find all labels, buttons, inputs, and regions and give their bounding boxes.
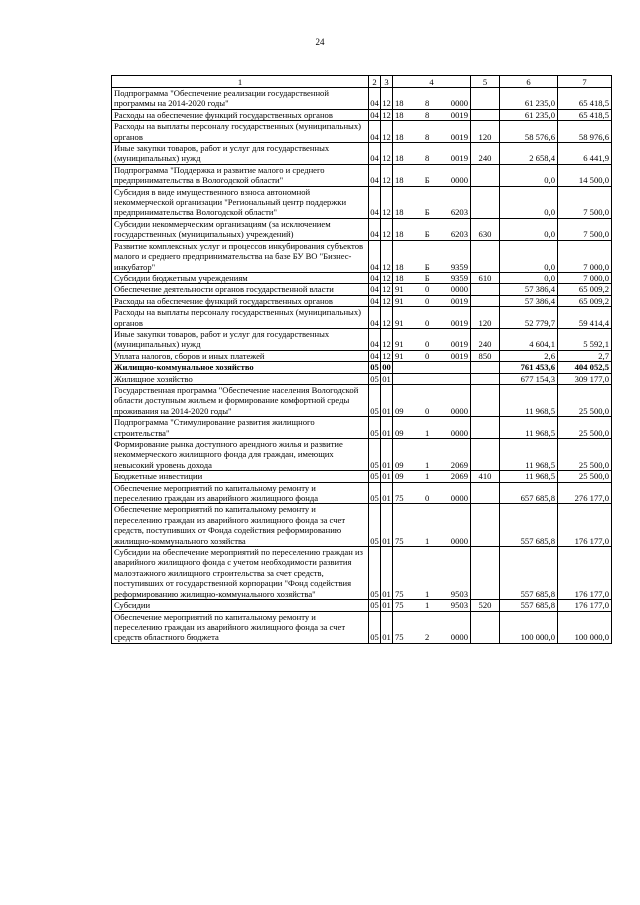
row-name: Расходы на обеспечение функций государственных органов [112, 109, 369, 120]
row-target-code [393, 88, 471, 110]
row-amount-col6: 557 685,8 [500, 547, 558, 600]
header-cell-2: 2 [369, 76, 381, 88]
row-name: Расходы на выплаты персоналу государственных (муниципальных) органов [112, 121, 369, 143]
row-target-code-direction: 9503 [450, 600, 468, 611]
row-target-code-direction: 0019 [450, 131, 468, 142]
header-cell-6: 6 [500, 76, 558, 88]
row-target-code [393, 121, 471, 143]
table-row [112, 328, 612, 350]
row-amount-col7: 25 500,0 [558, 471, 612, 482]
row-target-code [393, 109, 471, 120]
row-expense-type: 240 [471, 143, 500, 165]
table-row [112, 547, 612, 600]
row-amount-col6: 0,0 [500, 186, 558, 218]
row-expense-type: 850 [471, 350, 500, 361]
row-subsection: 12 [382, 272, 391, 283]
row-name: Жилищно-коммунальное хозяйство [112, 362, 369, 373]
row-expense-type [471, 284, 500, 295]
row-section: 04 [370, 109, 379, 120]
row-amount-col7: 7 500,0 [558, 218, 612, 240]
row-amount-col7: 176 177,0 [558, 600, 612, 611]
table-row [112, 362, 612, 373]
table-row [112, 284, 612, 295]
row-target-code-subprogram: 8 [425, 109, 430, 120]
row-target-code-program: 75 [395, 493, 404, 504]
row-amount-col7: 7 500,0 [558, 186, 612, 218]
table-row [112, 611, 612, 643]
table-row [112, 88, 612, 110]
row-target-code [393, 362, 471, 373]
row-subsection: 12 [381, 121, 393, 143]
row-amount-col7: 309 177,0 [558, 373, 612, 384]
row-target-code-program: 18 [395, 229, 404, 240]
header-cell-4: 4 [393, 76, 471, 88]
row-subsection: 00 [382, 362, 391, 373]
row-section: 05 [370, 362, 379, 373]
row-section: 04 [369, 240, 381, 272]
row-target-code [393, 164, 471, 186]
table-row [112, 218, 612, 240]
row-subsection: 12 [381, 164, 393, 186]
row-target-code-subprogram: 8 [425, 131, 430, 142]
row-name: Подпрограмма "Поддержка и развитие малого и среднего предпринимательства в Вологодской области" [112, 164, 369, 186]
row-amount-col6: 557 685,8 [500, 504, 558, 547]
row-expense-type: 610 [471, 272, 500, 283]
table-row [112, 471, 612, 482]
row-target-code [393, 547, 471, 600]
row-target-code-subprogram: 0 [425, 405, 430, 416]
row-expense-type: 120 [471, 121, 500, 143]
row-amount-col6: 57 386,4 [500, 295, 558, 306]
row-target-code-subprogram: 0 [425, 284, 430, 295]
row-section: 04 [369, 307, 381, 329]
row-section: 04 [370, 272, 379, 283]
row-target-code [393, 439, 471, 471]
row-amount-col7: 65 418,5 [558, 88, 612, 110]
row-target-code-program: 18 [395, 109, 404, 120]
row-expense-type [471, 240, 500, 272]
row-target-code-program: 18 [395, 153, 404, 164]
table-row [112, 600, 612, 611]
row-target-code-program: 18 [395, 131, 404, 142]
row-subsection: 12 [381, 186, 393, 218]
row-expense-type [471, 373, 500, 384]
row-amount-col6: 557 685,8 [500, 600, 558, 611]
table-row [112, 143, 612, 165]
row-name: Иные закупки товаров, работ и услуг для государственных (муниципальных) нужд [112, 328, 369, 350]
row-name: Субсидия в виде имущественного взноса автономной некоммерческой организации "Региональный центр поддержки предпринимательства Вологодской области" [112, 186, 369, 218]
row-target-code-program: 75 [395, 600, 404, 611]
row-subsection: 12 [382, 284, 391, 295]
row-section: 05 [369, 384, 381, 416]
row-expense-type [471, 186, 500, 218]
row-subsection: 12 [381, 328, 393, 350]
row-expense-type [471, 295, 500, 306]
row-expense-type: 120 [471, 307, 500, 329]
row-subsection: 01 [381, 547, 393, 600]
row-subsection: 01 [381, 504, 393, 547]
row-target-code [393, 384, 471, 416]
row-target-code [393, 186, 471, 218]
row-name: Развитие комплексных услуг и процессов инкубирования субъектов малого и среднего предпринимательства на базе БУ ВО "Бизнес-инкубатор" [112, 240, 369, 272]
row-expense-type: 410 [471, 471, 500, 482]
row-expense-type [471, 88, 500, 110]
page-number: 24 [315, 37, 325, 47]
table-body [112, 88, 612, 644]
row-target-code-subprogram: 1 [425, 535, 430, 546]
row-target-code-direction: 0000 [450, 535, 468, 546]
row-target-code [393, 218, 471, 240]
row-target-code-direction: 6203 [450, 207, 468, 218]
row-target-code-direction: 9359 [450, 261, 468, 272]
row-amount-col6: 0,0 [500, 272, 558, 283]
row-target-code-subprogram: 1 [425, 600, 430, 611]
row-section: 04 [370, 350, 379, 361]
row-target-code [393, 350, 471, 361]
row-target-code-program: 75 [395, 632, 404, 643]
row-amount-col7: 25 500,0 [558, 439, 612, 471]
row-amount-col6: 61 235,0 [500, 109, 558, 120]
row-target-code [393, 611, 471, 643]
table-row [112, 164, 612, 186]
row-target-code-subprogram: 2 [425, 632, 430, 643]
row-subsection: 12 [381, 143, 393, 165]
row-amount-col7: 404 052,5 [558, 362, 612, 373]
row-target-code-subprogram: 0 [425, 295, 430, 306]
row-target-code-direction: 0000 [450, 98, 468, 109]
row-target-code-subprogram: Б [424, 272, 430, 283]
row-target-code-direction: 0000 [450, 405, 468, 416]
row-name: Жилищное хозяйство [112, 373, 369, 384]
row-target-code-subprogram: Б [424, 229, 430, 240]
row-name: Иные закупки товаров, работ и услуг для государственных (муниципальных) нужд [112, 143, 369, 165]
row-section: 04 [369, 218, 381, 240]
row-subsection: 12 [381, 88, 393, 110]
row-target-code [393, 417, 471, 439]
row-amount-col7: 25 500,0 [558, 417, 612, 439]
row-target-code-direction: 0000 [450, 175, 468, 186]
row-target-code-program: 09 [395, 459, 404, 470]
row-amount-col6: 677 154,3 [500, 373, 558, 384]
row-target-code-program: 18 [395, 261, 404, 272]
row-subsection: 12 [382, 350, 391, 361]
row-amount-col7: 5 592,1 [558, 328, 612, 350]
row-expense-type [471, 439, 500, 471]
row-target-code-subprogram: 8 [425, 153, 430, 164]
row-expense-type: 240 [471, 328, 500, 350]
row-expense-type [471, 417, 500, 439]
row-amount-col6: 4 604,1 [500, 328, 558, 350]
row-amount-col7: 65 418,5 [558, 109, 612, 120]
row-section: 04 [369, 164, 381, 186]
row-amount-col6: 11 968,5 [500, 471, 558, 482]
row-amount-col6: 0,0 [500, 240, 558, 272]
row-expense-type: 630 [471, 218, 500, 240]
row-target-code-direction: 0019 [450, 350, 468, 361]
row-target-code-program: 91 [395, 284, 404, 295]
row-section: 05 [369, 504, 381, 547]
table-row [112, 417, 612, 439]
row-amount-col6: 657 685,8 [500, 482, 558, 504]
row-section: 05 [370, 600, 379, 611]
table-row [112, 482, 612, 504]
row-target-code-program: 09 [395, 471, 404, 482]
row-amount-col6: 11 968,5 [500, 439, 558, 471]
table-header-row [112, 76, 612, 88]
row-target-code-program: 18 [395, 207, 404, 218]
row-target-code [393, 373, 471, 384]
row-section: 05 [370, 471, 379, 482]
table-row [112, 350, 612, 361]
row-target-code-program: 09 [395, 405, 404, 416]
row-expense-type [471, 547, 500, 600]
row-target-code-direction: 0019 [450, 295, 468, 306]
row-target-code [393, 504, 471, 547]
row-amount-col6: 0,0 [500, 218, 558, 240]
table-row [112, 504, 612, 547]
table-row [112, 240, 612, 272]
row-name: Бюджетные инвестиции [112, 471, 369, 482]
row-amount-col7: 7 000,0 [558, 272, 612, 283]
row-name: Формирование рынка доступного арендного жилья и развитие некоммерческого жилищного фонда для граждан, имеющих невысокий уровень дохода [112, 439, 369, 471]
table-row [112, 307, 612, 329]
row-expense-type: 520 [471, 600, 500, 611]
row-target-code-direction: 0000 [450, 632, 468, 643]
row-target-code-program: 18 [395, 175, 404, 186]
row-amount-col7: 58 976,6 [558, 121, 612, 143]
table-row [112, 373, 612, 384]
row-name: Субсидии [112, 600, 369, 611]
row-name: Обеспечение мероприятий по капитальному ремонту и переселению граждан из аварийного жилищного фонда [112, 482, 369, 504]
table-row [112, 384, 612, 416]
row-expense-type [471, 611, 500, 643]
row-target-code-direction: 0019 [450, 153, 468, 164]
row-expense-type [471, 362, 500, 373]
row-amount-col6: 61 235,0 [500, 88, 558, 110]
header-cell-7: 7 [558, 76, 612, 88]
row-name: Подпрограмма "Стимулирование развития жилищного строительства" [112, 417, 369, 439]
row-target-code-direction: 6203 [450, 229, 468, 240]
row-target-code-subprogram: 1 [425, 588, 430, 599]
row-target-code-program: 75 [395, 535, 404, 546]
row-target-code-direction: 0019 [450, 109, 468, 120]
row-amount-col7: 65 009,2 [558, 284, 612, 295]
row-subsection: 12 [381, 240, 393, 272]
row-amount-col6: 100 000,0 [500, 611, 558, 643]
header-cell-1: 1 [112, 76, 369, 88]
row-subsection: 12 [381, 307, 393, 329]
row-target-code [393, 240, 471, 272]
row-amount-col7: 65 009,2 [558, 295, 612, 306]
row-section: 04 [369, 121, 381, 143]
row-target-code-program: 91 [395, 339, 404, 350]
row-target-code-direction: 0000 [450, 427, 468, 438]
row-subsection: 01 [381, 417, 393, 439]
row-target-code [393, 328, 471, 350]
row-amount-col6: 761 453,6 [500, 362, 558, 373]
row-expense-type [471, 482, 500, 504]
row-name: Субсидии на обеспечение мероприятий по переселению граждан из аварийного жилищного фонда с учетом необходимости развития малоэтажного жилищного строительства за счет средств, поступивших от государственной корпорации "Фонд содействия реформированию жилищно-коммунального хозяйства" [112, 547, 369, 600]
row-section: 04 [370, 295, 379, 306]
row-expense-type [471, 504, 500, 547]
row-target-code-direction: 0019 [450, 317, 468, 328]
row-section: 05 [369, 611, 381, 643]
row-name: Обеспечение деятельности органов государственной власти [112, 284, 369, 295]
row-name: Уплата налогов, сборов и иных платежей [112, 350, 369, 361]
row-amount-col7: 14 500,0 [558, 164, 612, 186]
row-section: 05 [369, 417, 381, 439]
row-section: 05 [369, 439, 381, 471]
row-target-code [393, 600, 471, 611]
header-cell-3: 3 [381, 76, 393, 88]
row-subsection: 01 [381, 611, 393, 643]
row-name: Субсидии бюджетным учреждениям [112, 272, 369, 283]
row-target-code-program: 18 [395, 98, 404, 109]
row-section: 04 [369, 88, 381, 110]
row-target-code [393, 272, 471, 283]
row-target-code-subprogram: 1 [425, 427, 430, 438]
row-target-code [393, 482, 471, 504]
row-target-code-subprogram: Б [424, 261, 430, 272]
row-amount-col6: 0,0 [500, 164, 558, 186]
row-target-code-subprogram: 1 [425, 459, 430, 470]
row-target-code [393, 307, 471, 329]
header-cell-5: 5 [471, 76, 500, 88]
row-target-code-subprogram: 0 [425, 350, 430, 361]
row-target-code-direction: 9503 [450, 588, 468, 599]
row-subsection: 01 [381, 482, 393, 504]
row-name: Обеспечение мероприятий по капитальному ремонту и переселению граждан из аварийного жилищного фонда за счет средств, поступивших от Фонда содействия реформированию жилищно-коммунального хозяйства [112, 504, 369, 547]
row-target-code-program: 75 [395, 588, 404, 599]
row-subsection: 12 [382, 109, 391, 120]
row-target-code-direction: 0000 [450, 284, 468, 295]
row-target-code-subprogram: Б [424, 175, 430, 186]
row-target-code-subprogram: 0 [425, 317, 430, 328]
row-target-code-subprogram: 0 [425, 339, 430, 350]
budget-table [111, 75, 612, 644]
row-name: Обеспечение мероприятий по капитальному ремонту и переселению граждан из аварийного жилищного фонда за счет средств областного бюджета [112, 611, 369, 643]
row-amount-col7: 6 441,9 [558, 143, 612, 165]
row-target-code [393, 471, 471, 482]
row-amount-col7: 7 000,0 [558, 240, 612, 272]
row-amount-col7: 276 177,0 [558, 482, 612, 504]
row-target-code-subprogram: 1 [425, 471, 430, 482]
row-section: 05 [369, 482, 381, 504]
row-section: 05 [370, 373, 379, 384]
row-target-code-direction: 0000 [450, 493, 468, 504]
row-target-code-direction: 2069 [450, 471, 468, 482]
row-subsection: 12 [382, 295, 391, 306]
row-amount-col7: 59 414,4 [558, 307, 612, 329]
row-name: Субсидии некоммерческим организациям (за исключением государственных (муниципальных) учреждений) [112, 218, 369, 240]
row-amount-col7: 100 000,0 [558, 611, 612, 643]
table-row [112, 186, 612, 218]
row-amount-col6: 11 968,5 [500, 417, 558, 439]
row-section: 04 [369, 328, 381, 350]
row-target-code [393, 143, 471, 165]
row-target-code-program: 91 [395, 350, 404, 361]
row-subsection: 01 [382, 471, 391, 482]
row-subsection: 01 [381, 384, 393, 416]
row-target-code-subprogram: 0 [425, 493, 430, 504]
row-target-code-program: 18 [395, 272, 404, 283]
row-target-code-subprogram: 8 [425, 98, 430, 109]
row-name: Государственная программа "Обеспечение населения Вологодской области доступным жильем и формирование комфортной среды проживания на 2014-2020 годы" [112, 384, 369, 416]
row-section: 04 [370, 284, 379, 295]
row-name: Подпрограмма "Обеспечение реализации государственной программы на 2014-2020 годы" [112, 88, 369, 110]
row-amount-col6: 58 576,6 [500, 121, 558, 143]
row-target-code-direction: 9359 [450, 272, 468, 283]
row-amount-col6: 2,6 [500, 350, 558, 361]
row-section: 04 [369, 186, 381, 218]
row-subsection: 01 [381, 439, 393, 471]
row-section: 05 [369, 547, 381, 600]
table-row [112, 439, 612, 471]
row-subsection: 12 [381, 218, 393, 240]
row-target-code [393, 295, 471, 306]
row-amount-col7: 2,7 [558, 350, 612, 361]
row-amount-col6: 57 386,4 [500, 284, 558, 295]
row-target-code-subprogram: Б [424, 207, 430, 218]
row-amount-col6: 52 779,7 [500, 307, 558, 329]
table-row [112, 109, 612, 120]
row-amount-col7: 176 177,0 [558, 504, 612, 547]
row-target-code [393, 284, 471, 295]
table-row [112, 121, 612, 143]
table-row [112, 272, 612, 283]
row-expense-type [471, 384, 500, 416]
row-target-code-program: 91 [395, 317, 404, 328]
row-target-code-direction: 0019 [450, 339, 468, 350]
row-expense-type [471, 109, 500, 120]
row-target-code-program: 91 [395, 295, 404, 306]
row-subsection: 01 [382, 600, 391, 611]
row-amount-col7: 176 177,0 [558, 547, 612, 600]
row-amount-col6: 2 658,4 [500, 143, 558, 165]
row-target-code-direction: 2069 [450, 459, 468, 470]
row-name: Расходы на выплаты персоналу государственных (муниципальных) органов [112, 307, 369, 329]
row-amount-col7: 25 500,0 [558, 384, 612, 416]
row-expense-type [471, 164, 500, 186]
row-target-code-program: 09 [395, 427, 404, 438]
row-section: 04 [369, 143, 381, 165]
table-row [112, 295, 612, 306]
row-subsection: 01 [382, 373, 391, 384]
row-name: Расходы на обеспечение функций государственных органов [112, 295, 369, 306]
row-amount-col6: 11 968,5 [500, 384, 558, 416]
